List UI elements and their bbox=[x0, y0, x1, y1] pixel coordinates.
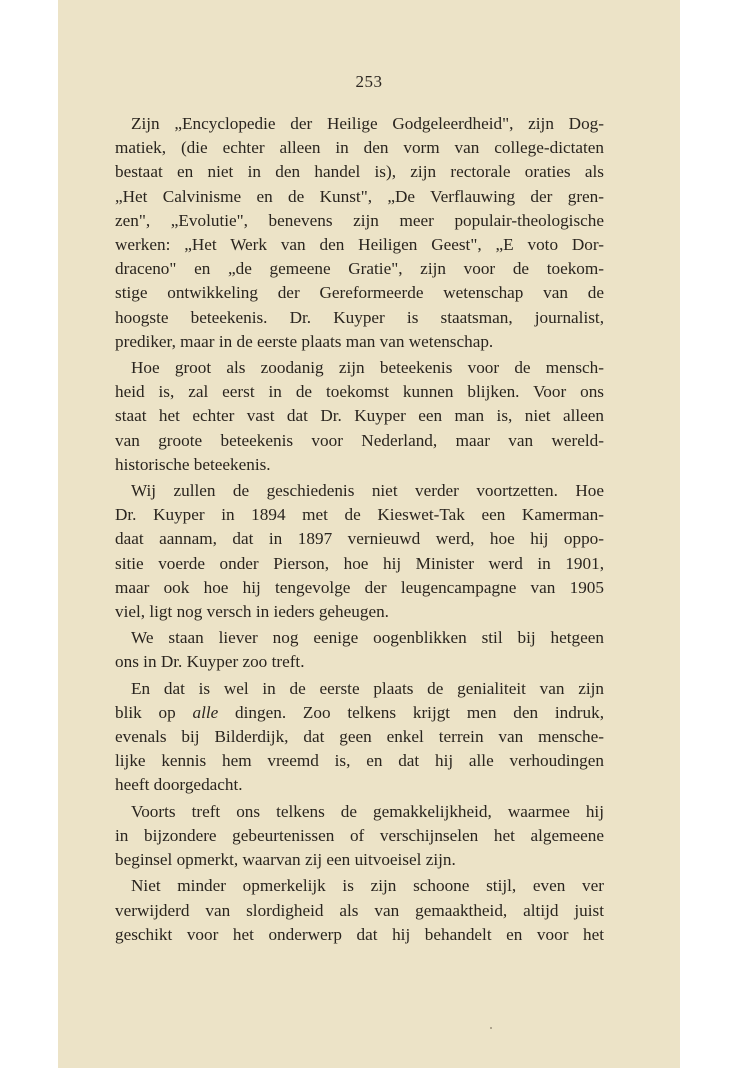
text-line: verwijderd van slordigheid als van gemaaktheid, altijd juist bbox=[115, 900, 604, 920]
text-line: maar ook hoe hij tengevolge der leugencampagne van 1905 bbox=[115, 577, 604, 597]
text-line-with-emphasis bbox=[115, 701, 604, 725]
text-line: stige ontwikkeling der Gereformeerde wetenschap van de bbox=[115, 283, 604, 303]
text-line: sitie voerde onder Pierson, hoe hij Minister werd in 1901, bbox=[115, 553, 604, 573]
text-line: beginsel opmerkt, waarvan zij een uitvoeisel zijn. bbox=[115, 850, 456, 870]
text-line: Voorts treft ons telkens de gemakkelijkheid, waarmee hij bbox=[131, 801, 604, 821]
text-line: lijke kennis hem vreemd is, en dat hij alle verhoudingen bbox=[115, 751, 604, 771]
text-line: matiek, (die echter alleen in den vorm van college-dictaten bbox=[115, 138, 604, 158]
paper-speck bbox=[490, 1027, 492, 1029]
text-line: Hoe groot als zoodanig zijn beteekenis voor de mensch- bbox=[131, 358, 604, 378]
paragraph-4 bbox=[115, 626, 604, 674]
body-text bbox=[115, 112, 604, 949]
paragraph-6 bbox=[115, 800, 604, 873]
text-line: geschikt voor het onderwerp dat hij behandelt en voor het bbox=[115, 924, 604, 944]
text-line: Niet minder opmerkelijk is zijn schoone stijl, even ver bbox=[131, 876, 604, 896]
text-line: hoogste beteekenis. Dr. Kuyper is staatsman, journalist, bbox=[115, 307, 604, 327]
emphasis-alle: alle bbox=[192, 702, 219, 722]
text-line: werken: „Het Werk van den Heiligen Geest", „E voto Dor- bbox=[115, 235, 604, 255]
paragraph-7 bbox=[115, 874, 604, 947]
text-line: viel, ligt nog versch in ieders geheugen. bbox=[115, 602, 389, 622]
book-page bbox=[58, 0, 680, 1068]
text-line: ons in Dr. Kuyper zoo treft. bbox=[115, 652, 305, 672]
text-line: van groote beteekenis voor Nederland, maar van wereld- bbox=[115, 430, 604, 450]
text-line: Wij zullen de geschiedenis niet verder voortzetten. Hoe bbox=[131, 481, 604, 501]
text-line: daat aannam, dat in 1897 vernieuwd werd, hoe hij oppo- bbox=[115, 529, 604, 549]
text-line: En dat is wel in de eerste plaats de genialiteit van zijn bbox=[131, 678, 604, 698]
paragraph-5 bbox=[115, 677, 604, 798]
text-line: heeft doorgedacht. bbox=[115, 775, 243, 795]
text-line: Zijn „Encyclopedie der Heilige Godgeleerdheid", zijn Dog- bbox=[131, 114, 604, 133]
text-line: „Het Calvinisme en de Kunst", „De Verflauwing der gren- bbox=[115, 186, 604, 206]
text-line: We staan liever nog eenige oogenblikken stil bij hetgeen bbox=[131, 628, 604, 648]
paragraph-2 bbox=[115, 356, 604, 477]
text-line: historische beteekenis. bbox=[115, 454, 271, 474]
paragraph-1 bbox=[115, 112, 604, 354]
text-line: staat het echter vast dat Dr. Kuyper een man is, niet alleen bbox=[115, 406, 604, 426]
text-line: bestaat en niet in den handel is), zijn rectorale oraties als bbox=[115, 162, 604, 182]
text-line: in bijzondere gebeurtenissen of verschijnselen het algemeene bbox=[115, 825, 604, 845]
text-segment: dingen. Zoo telkens krijgt men den indruk, bbox=[218, 702, 604, 722]
text-segment: blik op bbox=[115, 702, 193, 722]
page-number: 253 bbox=[355, 72, 383, 91]
text-line: prediker, maar in de eerste plaats man van wetenschap. bbox=[115, 331, 494, 351]
text-line: heid is, zal eerst in de toekomst kunnen blijken. Voor ons bbox=[115, 382, 604, 402]
text-line: draceno" en „de gemeene Gratie", zijn voor de toekom- bbox=[115, 259, 604, 279]
text-line: evenals bij Bilderdijk, dat geen enkel terrein van mensche- bbox=[115, 727, 604, 747]
text-line: Dr. Kuyper in 1894 met de Kieswet-Tak een Kamerman- bbox=[115, 505, 604, 525]
text-line: zen", „Evolutie", benevens zijn meer populair-theologische bbox=[115, 210, 604, 230]
paragraph-3 bbox=[115, 479, 604, 624]
